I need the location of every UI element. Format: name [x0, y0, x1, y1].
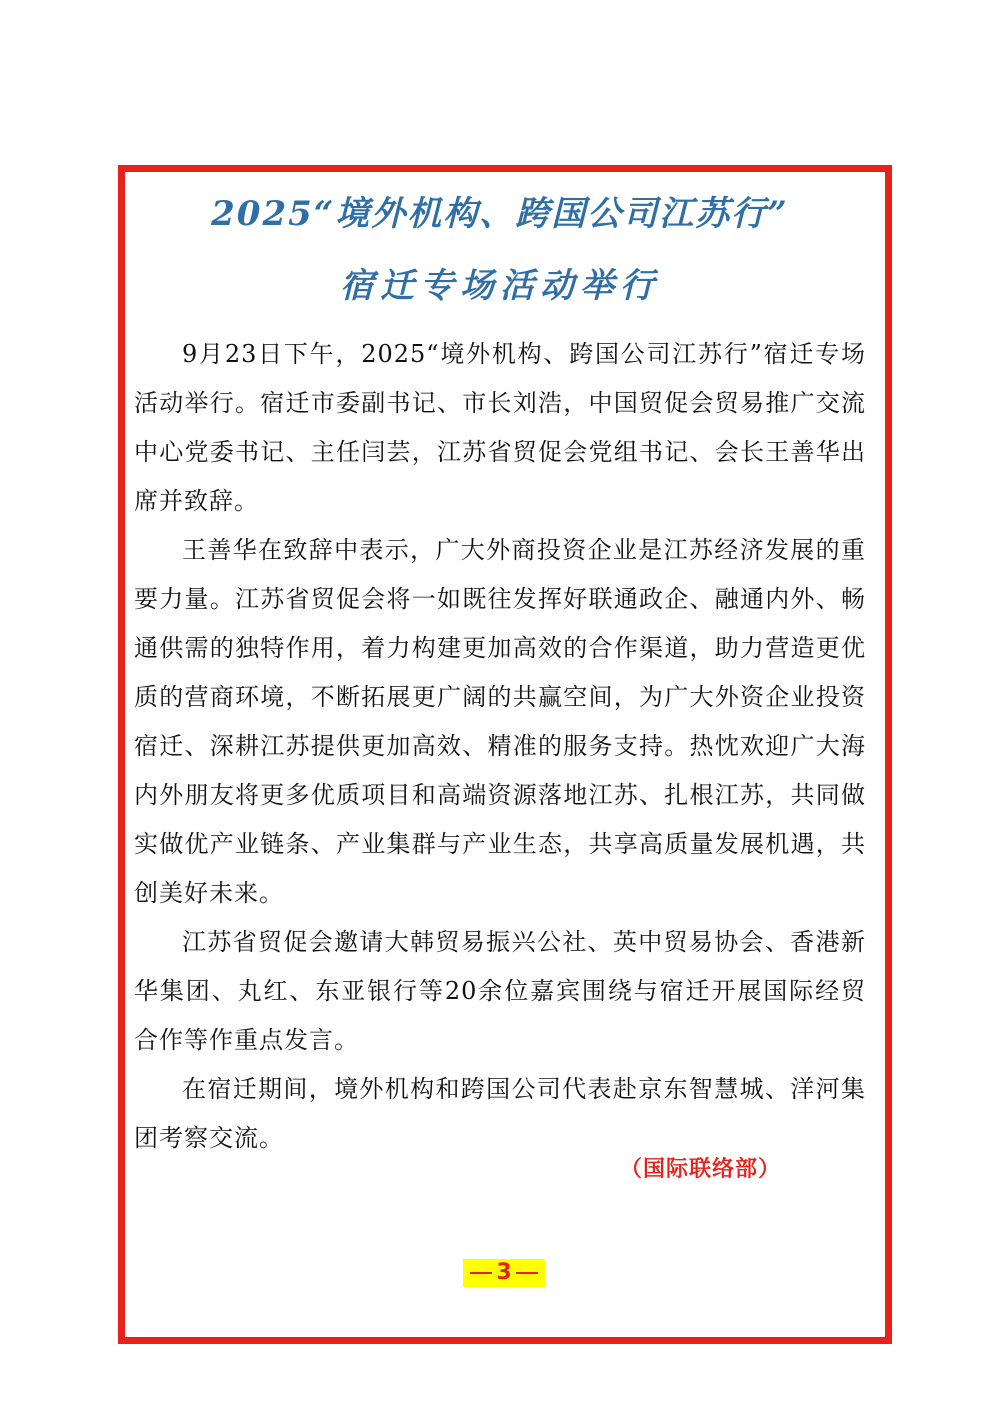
paragraph-3: 江苏省贸促会邀请大韩贸易振兴公社、英中贸易协会、香港新华集团、丸红、东亚银行等20余位嘉宾围绕与宿迁开展国际经贸合作等作重点发言。	[134, 928, 866, 1054]
article-title-line-2: 宿迁专场活动举行	[340, 266, 660, 306]
left-dash	[470, 1272, 492, 1274]
paragraph-2: 王善华在致辞中表示，广大外商投资企业是江苏经济发展的重要力量。江苏省贸促会将一如既往发挥好联通政企、融通内外、畅通供需的独特作用，着力构建更加高效的合作渠道，助力营造更优质的营商环境，不断拓展更广阔的共赢空间，为广大外资企业投资宿迁、深耕江苏提供更加高效、精准的服务支持。热忱欢迎广大海内外朋友将更多优质项目和高端资源落地江苏、扎根江苏，共同做实做优产业链条、产业集群与产业生态，共享高质量发展机遇，共创美好未来。	[134, 536, 866, 907]
paragraph-1: 9月23日下午，2025“境外机构、跨国公司江苏行”宿迁专场活动举行。宿迁市委副书记、市长刘浩，中国贸促会贸易推广交流中心党委书记、主任闫芸，江苏省贸促会党组书记、会长王善华出席并致辞。	[134, 340, 866, 515]
article-source: （国际联络部）	[620, 1157, 782, 1182]
article-title-line-1: 2025“境外机构、跨国公司江苏行”	[211, 194, 789, 234]
page-number: 3	[496, 1260, 512, 1285]
page-number-badge	[463, 1259, 545, 1287]
paragraph-4: 在宿迁期间，境外机构和跨国公司代表赴京东智慧城、洋河集团考察交流。	[134, 1075, 866, 1152]
right-dash	[516, 1272, 538, 1274]
article-body	[134, 330, 866, 1163]
